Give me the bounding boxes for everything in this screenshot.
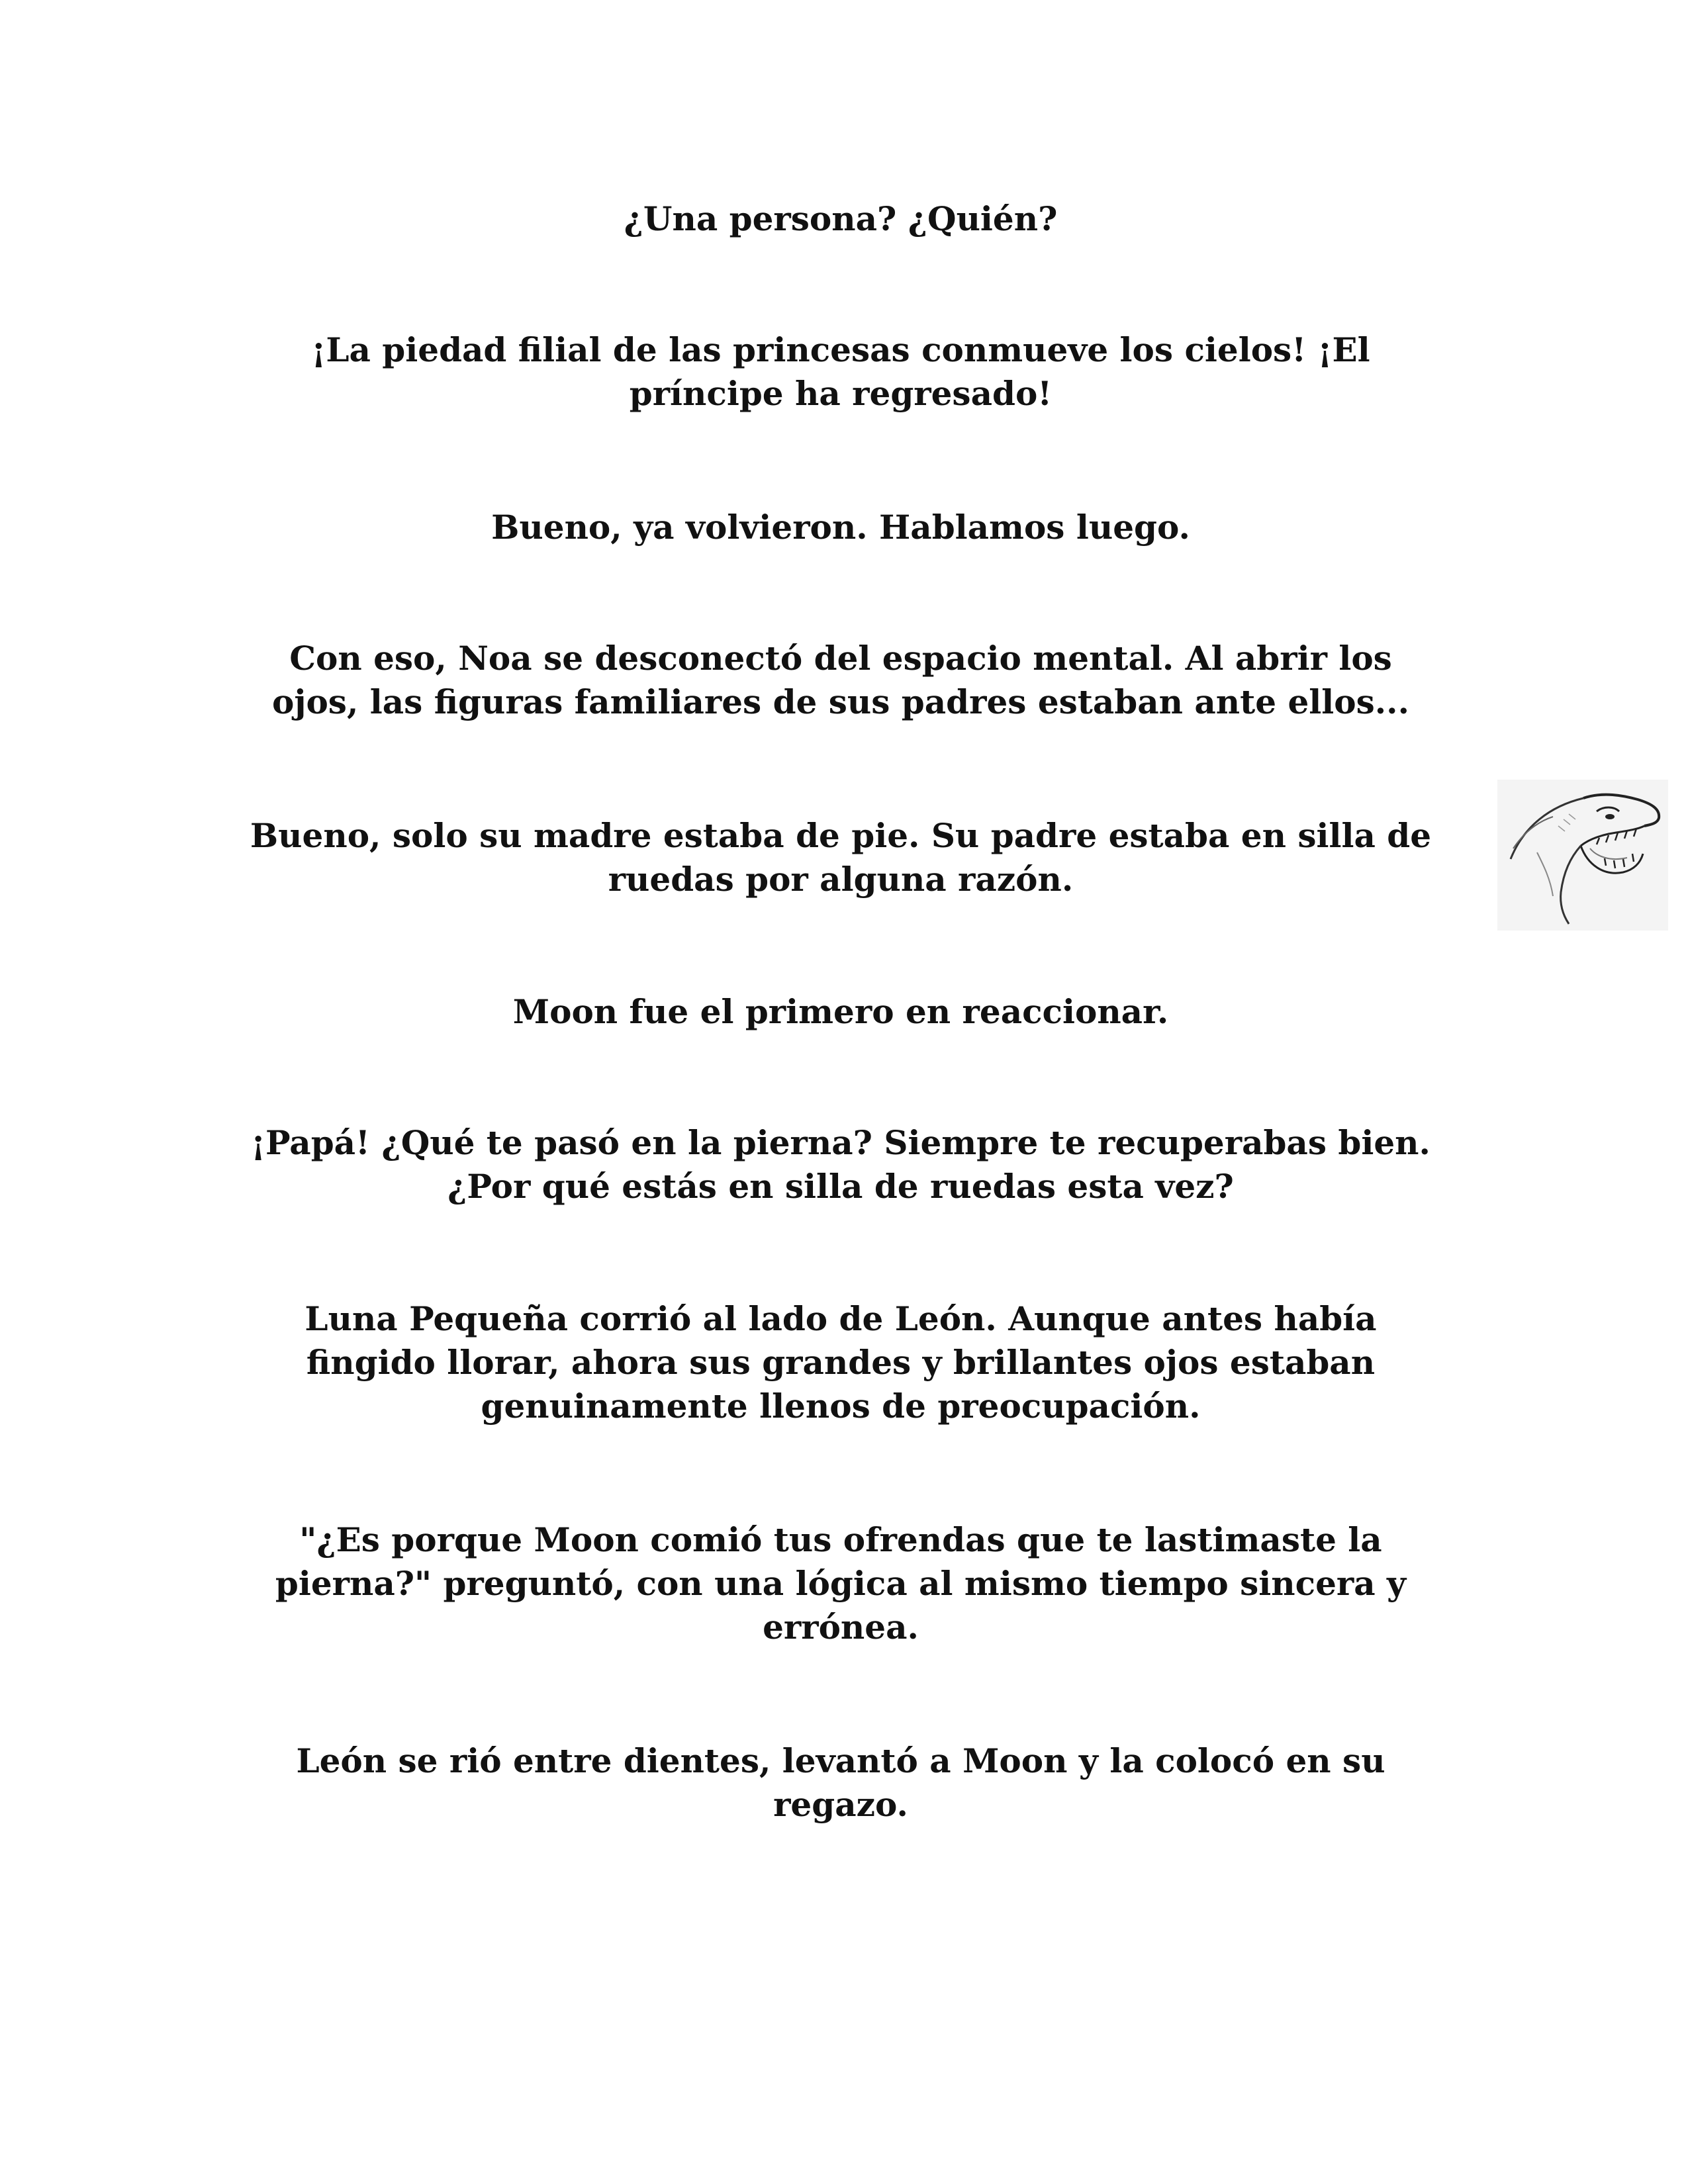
- paragraph-10: León se rió entre dientes, levantó a Moon y la colocó en su regazo.: [296, 1741, 1385, 1824]
- paragraph-1: ¿Una persona? ¿Quién?: [624, 199, 1058, 238]
- paragraph-8: Luna Pequeña corrió al lado de León. Aunque antes había fingido llorar, ahora sus grandes y brillantes ojos estaban genuinamente llenos de preocupación.: [305, 1299, 1377, 1426]
- paragraph-9: "¿Es porque Moon comió tus ofrendas que te lastimaste la pierna?" preguntó, con una lógica al mismo tiempo sincera y errónea.: [275, 1520, 1407, 1647]
- dinosaur-head-icon: [1497, 780, 1668, 931]
- paragraph-7: ¡Papá! ¿Qué te pasó en la pierna? Siempre te recuperabas bien. ¿Por qué estás en silla de ruedas esta vez?: [251, 1123, 1430, 1206]
- paragraph-3: Bueno, ya volvieron. Hablamos luego.: [491, 508, 1190, 547]
- paragraph-6: Moon fue el primero en reaccionar.: [512, 992, 1169, 1031]
- paragraph-5: Bueno, solo su madre estaba de pie. Su padre estaba en silla de ruedas por alguna razón.: [250, 816, 1432, 899]
- paragraph-4: Con eso, Noa se desconectó del espacio mental. Al abrir los ojos, las figuras familiares de sus padres estaban ante ellos...: [272, 639, 1409, 721]
- paragraph-2: ¡La piedad filial de las princesas conmueve los cielos! ¡El príncipe ha regresado!: [311, 330, 1370, 413]
